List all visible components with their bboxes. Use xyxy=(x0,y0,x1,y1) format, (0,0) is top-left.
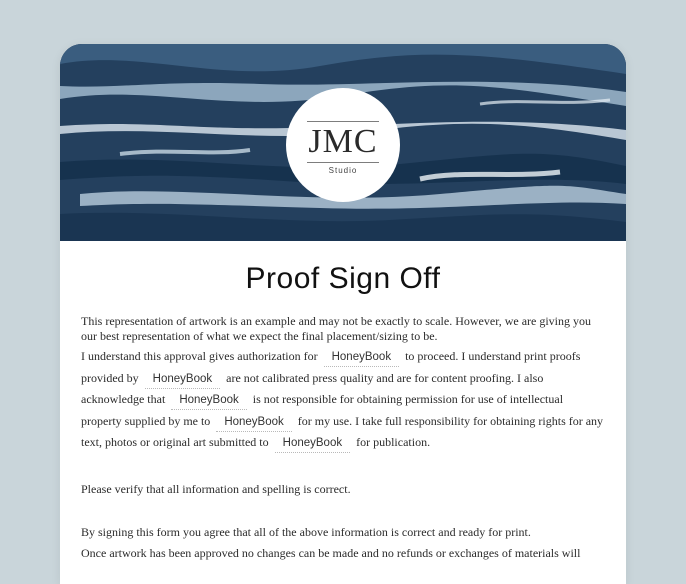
page-title: Proof Sign Off xyxy=(245,262,441,295)
spacer xyxy=(81,454,606,482)
agreement-text xyxy=(81,314,606,561)
company-name-field[interactable]: HoneyBook xyxy=(216,413,291,432)
verify-paragraph: Please verify that all information and spelling is correct. xyxy=(81,481,351,496)
terms-text: are not calibrated press quality and are for content proofing. I also acknowledge that xyxy=(81,370,544,406)
logo-subtitle: Studio xyxy=(328,166,358,175)
terms-text: for publication. xyxy=(356,435,431,449)
logo-rule-top xyxy=(307,121,379,122)
agree-paragraph: By signing this form you agree that all of the above information is correct and ready for print. xyxy=(81,524,531,539)
proof-card xyxy=(60,44,626,584)
company-name-field[interactable]: HoneyBook xyxy=(324,348,399,367)
logo-mark: JMC xyxy=(308,123,378,160)
company-name-field[interactable]: HoneyBook xyxy=(171,391,246,410)
terms-text: I understand this approval gives authorization for xyxy=(81,349,318,363)
studio-logo xyxy=(286,88,400,202)
final-paragraph: Once artwork has been approved no changes can be made and no refunds or exchanges of materials will xyxy=(81,545,581,560)
company-name-field[interactable]: HoneyBook xyxy=(275,434,350,453)
terms-text: is not responsible for obtaining permission for use of intellectual property supplied by me to xyxy=(81,392,564,428)
spacer xyxy=(81,497,606,525)
terms-text: to proceed. I understand print proofs provided by xyxy=(81,349,581,385)
company-name-field[interactable]: HoneyBook xyxy=(145,370,220,389)
logo-rule-bottom xyxy=(307,162,379,163)
intro-paragraph: This representation of artwork is an example and may not be exactly to scale. However, we are giving you our best representation of what we expect the final placement/sizing to be. xyxy=(81,314,592,343)
terms-paragraph xyxy=(81,346,606,454)
terms-text: for my use. I take full responsibility for obtaining rights for any text, photos or original art submitted to xyxy=(81,413,604,449)
